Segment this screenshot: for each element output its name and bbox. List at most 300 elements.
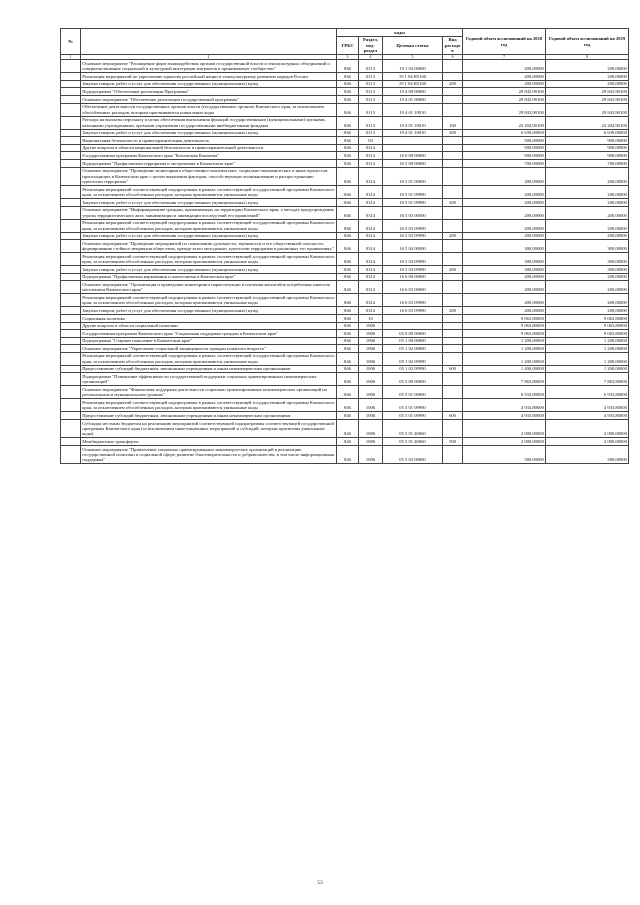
cell-year2: 300,00000 <box>546 240 629 253</box>
cell-target: 05 5 01 40060 <box>383 438 443 446</box>
cell-target: 19 4 01 10010 <box>383 103 443 116</box>
cell-no <box>61 198 81 206</box>
cell-grbs: 846 <box>337 73 359 81</box>
cell-grbs: 846 <box>337 281 359 294</box>
header-year2: Годовой объем ассигнований на 2019 год <box>546 29 629 55</box>
cell-no <box>61 95 81 103</box>
cell-year2: 900,00000 <box>546 144 629 152</box>
cell-grbs: 846 <box>337 95 359 103</box>
cell-year1: 1 200,00000 <box>463 337 546 345</box>
cell-name: Социальная политика <box>81 314 337 322</box>
cell-year1: 1 200,00000 <box>463 365 546 373</box>
cell-no <box>61 412 81 420</box>
table-row <box>61 412 629 420</box>
cell-name: Национальная безопасность и правоохранительная деятельность <box>81 137 337 145</box>
cell-name: Закупка товаров, работ и услуг для обеспечения государственных (муниципальных) нужд <box>81 232 337 240</box>
cell-no <box>61 373 81 386</box>
cell-section: 1006 <box>359 420 383 438</box>
cell-year1: 2 000,00000 <box>463 420 546 438</box>
cell-target: 16 5 03 09990 <box>383 232 443 240</box>
cell-grbs: 846 <box>337 253 359 266</box>
cell-name: Закупка товаров, работ и услуг для обеспечения государственных (муниципальных) нужд <box>81 198 337 206</box>
cell-name: Другие вопросы в области социальной политики <box>81 322 337 330</box>
cell-section: 0113 <box>359 129 383 137</box>
header-index-cell: 4 <box>359 55 383 60</box>
table-row <box>61 322 629 330</box>
cell-target: 19 4 00 00000 <box>383 88 443 96</box>
cell-year1: 900,00000 <box>463 144 546 152</box>
cell-vr <box>443 103 463 116</box>
cell-target: 16 5 04 09990 <box>383 266 443 274</box>
cell-year2: 4 933,80000 <box>546 412 629 420</box>
cell-name: Предоставление субсидий бюджетным, автономным учреждениям и иным некоммерческим организациям <box>81 412 337 420</box>
cell-year1: 200,00000 <box>463 206 546 219</box>
cell-name: Реализация мероприятий соответствующей подпрограммы в рамках соответствующей государственной программы Камчатского края, за исключением обособленных расходов, которым присваиваются уникальные коды <box>82 186 335 197</box>
cell-grbs: 846 <box>337 322 359 330</box>
cell-target: 16 5 01 09990 <box>383 198 443 206</box>
cell-name: Государственная программа Камчатского края "Социальная поддержка граждан в Камчатском крае" <box>81 330 337 338</box>
cell-section: 0314 <box>359 185 383 198</box>
cell-section: 0314 <box>359 253 383 266</box>
cell-year1: 200,00000 <box>463 219 546 232</box>
cell-no <box>61 240 81 253</box>
cell-name: Реализация мероприятий соответствующей подпрограммы в рамках соответствующей государственной программы Камчатского края, за исключением обособленных расходов, которым присваиваются уникальные коды <box>82 400 335 411</box>
cell-grbs: 846 <box>337 337 359 345</box>
cell-year2: 900,00000 <box>546 137 629 145</box>
table-row <box>61 185 629 198</box>
cell-year1: 900,00000 <box>463 152 546 160</box>
cell-vr: 200 <box>443 232 463 240</box>
cell-year1: 700,00000 <box>463 159 546 167</box>
cell-grbs: 846 <box>337 446 359 464</box>
cell-year1: 200,00000 <box>463 80 546 88</box>
cell-year1: 200,00000 <box>463 232 546 240</box>
cell-no <box>61 273 81 281</box>
cell-section: 1006 <box>359 322 383 330</box>
table-row <box>61 80 629 88</box>
table-row <box>61 314 629 322</box>
cell-grbs: 846 <box>337 240 359 253</box>
cell-no <box>61 80 81 88</box>
cell-no <box>61 60 81 73</box>
cell-name: Реализация мероприятий по укреплению единства российской нации и этнокультурному развитию народов России <box>81 73 337 81</box>
cell-target: 05 5 01 09990 <box>383 412 443 420</box>
cell-year2: 200,00000 <box>546 73 629 81</box>
cell-year2: 29 843,90100 <box>546 103 629 116</box>
cell-target: 16 5 03 09990 <box>383 219 443 232</box>
cell-name: Расходы на выплаты персоналу в целях обеспечения выполнения функций государственными (муниципальными) органами, казенными учреждениями, органами управления государственными внебюджетными фондами <box>81 116 337 129</box>
cell-target: 16 6 03 00000 <box>383 281 443 294</box>
header-section: Раздел, под-раздел <box>359 36 383 54</box>
table-row <box>61 167 629 185</box>
cell-year1: 29 843,90100 <box>463 95 546 103</box>
cell-section: 0314 <box>359 307 383 315</box>
header-name <box>81 29 337 55</box>
cell-section: 1006 <box>359 330 383 338</box>
cell-name: Основное мероприятие "Проведение мониторинга общественно-политических, социально-экономических и иных процессов, происходящих в Камчатском крае с целью выявления факторов, способствующих возникновению и распространению идеологии терроризма" <box>81 167 337 185</box>
cell-section: 10 <box>359 314 383 322</box>
cell-grbs: 846 <box>337 129 359 137</box>
cell-year2: 300,00000 <box>546 253 629 266</box>
cell-vr <box>443 95 463 103</box>
cell-target <box>383 314 443 322</box>
cell-section: 1006 <box>359 352 383 365</box>
table-row <box>61 330 629 338</box>
cell-year1: 200,00000 <box>463 294 546 307</box>
cell-target: 16 6 00 00000 <box>383 273 443 281</box>
cell-no <box>61 322 81 330</box>
header-target: Целевая статья <box>383 36 443 54</box>
table-row <box>61 399 629 412</box>
cell-year1: 1 200,00000 <box>463 345 546 353</box>
table-row <box>61 60 629 73</box>
cell-grbs: 846 <box>337 345 359 353</box>
cell-section: 1006 <box>359 386 383 399</box>
table-row <box>61 345 629 353</box>
cell-section: 0314 <box>359 159 383 167</box>
cell-year2: 6 639,00000 <box>546 129 629 137</box>
cell-vr <box>443 219 463 232</box>
cell-name: Подпрограмма "Повышение эффективности государственной поддержки социально ориентированных некоммерческих организаций" <box>81 373 337 386</box>
cell-year1: 200,00000 <box>463 185 546 198</box>
cell-target: 19 4 01 10010 <box>383 129 443 137</box>
budget-sheet <box>60 28 628 464</box>
table-row <box>61 129 629 137</box>
cell-section: 0314 <box>359 273 383 281</box>
cell-name: Основное мероприятие "Привлечение социально ориентированных некоммерческих организаций в реализацию государственной политики в социальной сфере, развитие благотворительности и добровольчества, в том числе информационная поддержка" <box>81 446 337 464</box>
cell-vr: 100 <box>443 116 463 129</box>
header-grbs: ГРБС <box>337 36 359 54</box>
table-row <box>61 294 629 307</box>
cell-no <box>61 352 81 365</box>
cell-year2: 300,00000 <box>546 266 629 274</box>
cell-name: Основное мероприятие "Проведение мероприятий по повышению духовности, терпимости и его общественной опасности, формированию стойкого неприятия обществом, прежде всего молодежью, идеологии терроризма в различных его проявлениях" <box>81 240 337 253</box>
cell-target: 19 4 01 10010 <box>383 116 443 129</box>
cell-vr: 200 <box>443 266 463 274</box>
cell-vr <box>443 273 463 281</box>
cell-year1: 23 204,90100 <box>463 116 546 129</box>
cell-grbs: 846 <box>337 198 359 206</box>
cell-no <box>61 399 81 412</box>
cell-year2: 200,00000 <box>546 294 629 307</box>
cell-year1: 4 933,80000 <box>463 399 546 412</box>
cell-vr: 200 <box>443 198 463 206</box>
cell-grbs: 846 <box>337 185 359 198</box>
cell-year2: 200,00000 <box>546 219 629 232</box>
table-row <box>61 219 629 232</box>
cell-vr <box>443 446 463 464</box>
cell-section: 0314 <box>359 198 383 206</box>
cell-year1: 580,00000 <box>463 446 546 464</box>
cell-section: 0113 <box>359 73 383 81</box>
header-index-cell: 8 <box>546 55 629 60</box>
cell-vr <box>443 185 463 198</box>
cell-year2: 200,00000 <box>546 273 629 281</box>
table-row <box>61 152 629 160</box>
table-row <box>61 240 629 253</box>
cell-vr <box>443 420 463 438</box>
cell-target <box>383 322 443 330</box>
cell-target: 05 1 00 00000 <box>383 337 443 345</box>
cell-vr: 200 <box>443 307 463 315</box>
cell-grbs: 846 <box>337 137 359 145</box>
cell-vr: 200 <box>443 80 463 88</box>
cell-no <box>61 330 81 338</box>
cell-grbs: 846 <box>337 365 359 373</box>
cell-no <box>61 253 81 266</box>
table-row <box>61 137 629 145</box>
cell-name: Межбюджетные трансферты <box>81 438 337 446</box>
cell-year2: 4 933,80000 <box>546 399 629 412</box>
cell-section: 1006 <box>359 399 383 412</box>
cell-section: 0314 <box>359 281 383 294</box>
cell-vr: 600 <box>443 365 463 373</box>
table-row <box>61 386 629 399</box>
cell-section: 0113 <box>359 103 383 116</box>
cell-no <box>61 167 81 185</box>
table-row <box>61 273 629 281</box>
table-row <box>61 352 629 365</box>
cell-target: 19 1 04 R5160 <box>383 80 443 88</box>
cell-year2: 9 063,80000 <box>546 330 629 338</box>
cell-section: 0314 <box>359 294 383 307</box>
cell-section: 03 <box>359 137 383 145</box>
table-row <box>61 88 629 96</box>
cell-target: 16 5 04 09990 <box>383 253 443 266</box>
cell-name: Основное мероприятие "Организация и проведение мониторинга наркоситуации и изучения масштабов потребления алкоголя населением Камчатского края" <box>81 281 337 294</box>
cell-section: 1006 <box>359 446 383 464</box>
cell-target: 05 5 00 00000 <box>383 373 443 386</box>
cell-section: 0314 <box>359 219 383 232</box>
table-row <box>61 144 629 152</box>
cell-no <box>61 88 81 96</box>
cell-vr: 500 <box>443 438 463 446</box>
cell-year2: 700,00000 <box>546 159 629 167</box>
cell-section: 0314 <box>359 266 383 274</box>
cell-grbs: 846 <box>337 314 359 322</box>
cell-year1: 200,00000 <box>463 273 546 281</box>
cell-no <box>61 73 81 81</box>
table-row <box>61 198 629 206</box>
cell-no <box>61 294 81 307</box>
cell-name: Закупка товаров, работ и услуг для обеспечения государственных (муниципальных) нужд <box>81 80 337 88</box>
cell-target: 16 5 03 00000 <box>383 206 443 219</box>
cell-vr <box>443 281 463 294</box>
cell-no <box>61 345 81 353</box>
cell-section: 1006 <box>359 438 383 446</box>
cell-year1: 29 843,90100 <box>463 88 546 96</box>
cell-vr <box>443 352 463 365</box>
header-year1: Годовой объем ассигнований на 2018 год <box>463 29 546 55</box>
cell-grbs: 846 <box>337 266 359 274</box>
cell-vr <box>443 314 463 322</box>
cell-year1: 9 063,80000 <box>463 314 546 322</box>
cell-year1: 900,00000 <box>463 137 546 145</box>
cell-grbs: 846 <box>337 307 359 315</box>
cell-no <box>61 307 81 315</box>
cell-vr <box>443 73 463 81</box>
cell-year2: 23 204,90100 <box>546 116 629 129</box>
cell-no <box>61 185 81 198</box>
cell-target <box>383 144 443 152</box>
cell-name: Основное мероприятие "Финансовая поддержка деятельности социально ориентированных некоммерческих организаций на региональном и муниципальном уровнях" <box>81 386 337 399</box>
cell-grbs: 846 <box>337 294 359 307</box>
cell-name: Подпрограмма "Обеспечение реализации Программы" <box>81 88 337 96</box>
cell-year2: 29 843,90100 <box>546 88 629 96</box>
cell-grbs: 846 <box>337 232 359 240</box>
header-vr: Вид расходов <box>443 36 463 54</box>
cell-year1: 200,00000 <box>463 198 546 206</box>
cell-year2: 6 933,80000 <box>546 386 629 399</box>
cell-year2: 200,00000 <box>546 281 629 294</box>
cell-section: 1006 <box>359 373 383 386</box>
cell-section: 1006 <box>359 365 383 373</box>
cell-year1: 7 863,80000 <box>463 373 546 386</box>
cell-grbs: 846 <box>337 219 359 232</box>
table-row <box>61 103 629 116</box>
cell-vr <box>443 88 463 96</box>
cell-vr <box>443 373 463 386</box>
cell-no <box>61 144 81 152</box>
cell-year2: 29 843,90100 <box>546 95 629 103</box>
cell-vr <box>443 152 463 160</box>
cell-no <box>61 206 81 219</box>
table-row <box>61 116 629 129</box>
cell-no <box>61 386 81 399</box>
cell-grbs: 846 <box>337 412 359 420</box>
header-index-cell: 7 <box>463 55 546 60</box>
cell-target: 16 0 00 00000 <box>383 152 443 160</box>
cell-no <box>61 159 81 167</box>
table-row <box>61 373 629 386</box>
cell-vr <box>443 386 463 399</box>
cell-vr <box>443 330 463 338</box>
cell-year2: 1 200,00000 <box>546 352 629 365</box>
budget-rows <box>61 60 629 464</box>
cell-grbs: 846 <box>337 373 359 386</box>
cell-year1: 6 639,00000 <box>463 129 546 137</box>
table-row <box>61 159 629 167</box>
cell-grbs: 846 <box>337 60 359 73</box>
cell-section: 0113 <box>359 60 383 73</box>
cell-year2: 200,00000 <box>546 307 629 315</box>
cell-vr <box>443 167 463 185</box>
cell-year2: 200,00000 <box>546 198 629 206</box>
budget-table <box>60 28 629 464</box>
table-row <box>61 446 629 464</box>
cell-name: Основное мероприятие "Укрепление социальной защищенности граждан пожилого возраста" <box>81 345 337 353</box>
table-row <box>61 232 629 240</box>
table-row <box>61 95 629 103</box>
cell-vr <box>443 144 463 152</box>
cell-section: 1006 <box>359 337 383 345</box>
cell-no <box>61 420 81 438</box>
cell-vr <box>443 60 463 73</box>
cell-target: 05 1 02 09990 <box>383 365 443 373</box>
header-codes: коды <box>337 29 463 37</box>
cell-name: Реализация мероприятий соответствующей подпрограммы в рамках соответствующей государственной программы Камчатского края, за исключением обособленных расходов, которым присваиваются уникальные коды <box>82 294 335 306</box>
cell-no <box>61 232 81 240</box>
cell-year1: 9 063,80000 <box>463 322 546 330</box>
table-row <box>61 337 629 345</box>
cell-name: Обеспечение деятельности государственных органов власти (государственных органов) Камчатского края, за исключением обособленных расходов, которым присваиваются уникальные коды <box>81 103 337 116</box>
cell-vr <box>443 337 463 345</box>
cell-vr <box>443 399 463 412</box>
table-row <box>61 73 629 81</box>
cell-target: 05 1 02 09990 <box>383 352 443 365</box>
cell-year2: 1 200,00000 <box>546 365 629 373</box>
cell-no <box>61 266 81 274</box>
table-row <box>61 307 629 315</box>
cell-name: Реализация мероприятий соответствующей подпрограммы в рамках соответствующей государственной программы Камчатского края, за исключением обособленных расходов, которым присваиваются уникальные коды <box>82 253 335 265</box>
cell-target: 16 5 04 00000 <box>383 240 443 253</box>
cell-no <box>61 365 81 373</box>
cell-year1: 1 200,00000 <box>463 352 546 365</box>
cell-year2: 200,00000 <box>546 185 629 198</box>
cell-name: Закупка товаров, работ и услуг для обеспечения государственных (муниципальных) нужд <box>81 266 337 274</box>
cell-grbs: 846 <box>337 438 359 446</box>
cell-target: 05 5 01 40060 <box>383 420 443 438</box>
cell-section: 0113 <box>359 80 383 88</box>
table-row <box>61 266 629 274</box>
cell-grbs: 846 <box>337 330 359 338</box>
cell-grbs: 846 <box>337 399 359 412</box>
cell-year2: 2 000,00000 <box>546 420 629 438</box>
cell-year2: 1 200,00000 <box>546 337 629 345</box>
cell-grbs: 846 <box>337 103 359 116</box>
cell-no <box>61 116 81 129</box>
table-row <box>61 365 629 373</box>
cell-section: 0314 <box>359 240 383 253</box>
header-index-cell: 1 <box>61 55 81 60</box>
cell-no <box>61 152 81 160</box>
cell-vr <box>443 137 463 145</box>
cell-target: 05 5 03 00000 <box>383 446 443 464</box>
cell-name: Закупка товаров, работ и услуг для обеспечения государственных (муниципальных) нужд <box>81 307 337 315</box>
cell-grbs: 846 <box>337 88 359 96</box>
cell-vr <box>443 294 463 307</box>
cell-section: 0113 <box>359 88 383 96</box>
cell-year1: 300,00000 <box>463 240 546 253</box>
cell-year2: 9 063,80000 <box>546 322 629 330</box>
cell-name: Закупка товаров, работ и услуг для обеспечения государственных (муниципальных) нужд <box>81 129 337 137</box>
cell-target <box>383 137 443 145</box>
cell-section: 0314 <box>359 152 383 160</box>
cell-year2: 7 863,80000 <box>546 373 629 386</box>
cell-year2: 200,00000 <box>546 60 629 73</box>
cell-no <box>61 446 81 464</box>
cell-year2: 900,00000 <box>546 152 629 160</box>
cell-year2: 200,00000 <box>546 232 629 240</box>
page-number: 53 <box>317 880 323 886</box>
cell-name: Основное мероприятие "Расширение форм взаимодействия органов государственной власти и этнокультурных объединений и совершенствование социальной и культурной интеграции мигрантов в принимающее сообщество" <box>81 60 337 73</box>
cell-section: 0314 <box>359 167 383 185</box>
cell-year1: 200,00000 <box>463 167 546 185</box>
cell-section: 0314 <box>359 206 383 219</box>
cell-grbs: 846 <box>337 352 359 365</box>
cell-year1: 200,00000 <box>463 281 546 294</box>
cell-section: 0314 <box>359 232 383 240</box>
cell-section: 0314 <box>359 144 383 152</box>
cell-target: 05 0 00 00000 <box>383 330 443 338</box>
cell-target: 19 4 01 00000 <box>383 95 443 103</box>
cell-target: 16 6 03 09990 <box>383 294 443 307</box>
cell-name: Подпрограмма "Старшее поколение в Камчатском крае" <box>81 337 337 345</box>
cell-year2: 9 063,80000 <box>546 314 629 322</box>
cell-target: 16 5 01 09990 <box>383 185 443 198</box>
cell-name: Подпрограмма "Профилактика наркомании и алкоголизма в Камчатском крае" <box>81 273 337 281</box>
header-index-cell: 3 <box>337 55 359 60</box>
